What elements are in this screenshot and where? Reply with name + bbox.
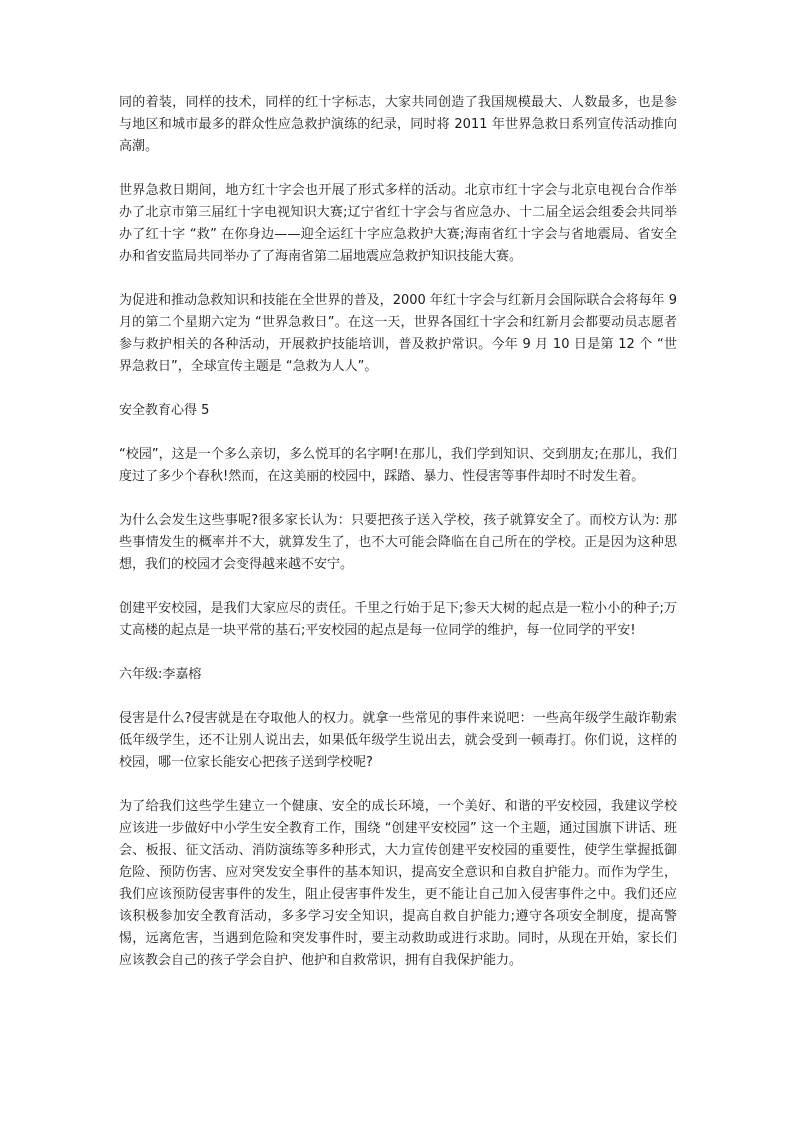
paragraph: 为了给我们这些学生建立一个健康、安全的成长环境，一个美好、和谐的平安校园，我建议学校应该进一步做好中小学生安全教育工作，围绕 “创建平安校园” 这一个主题，通过国旗下讲话、班会、板报、征文活动、消防演练等多种形式，大力宣传创建平安校园的重要性，使学生掌握抵御危险、预防伤害、应对突发安全事件的基本知识，提高安全意识和自救自护能力。而作为学生，我们应该预防侵害事件的发生，阻止侵害事件发生，更不能让自己加入侵害事件之中。我们还应该积极参加安全教育活动，多多学习安全知识，提高自救自护能力;遵守各项安全制度，提高警惕，远离危害，当遇到危险和突发事件时，要主动救助或进行求助。同时，从现在开始，家长们应该教会自己的孩子学会自护、他护和自救常识，拥有自我保护能力。 [119,799,677,968]
paragraph: 创建平安校园，是我们大家应尽的责任。千里之行始于足下;参天大树的起点是一粒小小的种子;万丈高楼的起点是一块平常的基石;平安校园的起点是每一位同学的维护，每一位同学的平安! [119,601,677,638]
section-heading: 安全教育心得 5 [119,403,210,418]
paragraph: “校园”，这是一个多么亲切，多么悦耳的名字啊!在那儿，我们学到知识、交到朋友;在那儿，我们度过了多少个春秋!然而，在这美丽的校园中，踩踏、暴力、性侵害等事件却时不时发生着。 [119,447,677,484]
paragraph: 为什么会发生这些事呢?很多家长认为：只要把孩子送入学校，孩子就算安全了。而校方认为: 那些事情发生的概率并不大，就算发生了，也不大可能会降临在自己所在的学校。正是因为这种思想，我们的校园才会变得越来越不安宁。 [119,513,677,572]
paragraph: 侵害是什么?侵害就是在夺取他人的权力。就拿一些常见的事件来说吧：一些高年级学生敲诈勒索低年级学生，还不让别人说出去，如果低年级学生说出去，就会受到一顿毒打。你们说，这样的校园，哪一位家长能安心把孩子送到学校呢? [119,711,677,770]
paragraph: 为促进和推动急救知识和技能在全世界的普及，2000 年红十字会与红新月会国际联合会将每年 9 月的第二个星期六定为 “世界急救日”。在这一天，世界各国红十字会和红新月会都要动员志愿者参与救护相关的各种活动，开展救护技能培训，普及救护常识。今年 9 月 10 日是第 12 个 “世界急救日”，全球宣传主题是 “急救为人人”。 [119,293,677,374]
paragraph: 世界急救日期间，地方红十字会也开展了形式多样的活动。北京市红十字会与北京电视台合作举办了北京市第三届红十字电视知识大赛;辽宁省红十字会与省应急办、十二届全运会组委会共同举办了红十字 “救” 在你身边——迎全运红十字应急救护大赛;海南省红十字会与省地震局、省安全办和省安监局共同举办了了海南省第二届地震应急救护知识技能大赛。 [119,183,677,264]
paragraph: 同的着装，同样的技术，同样的红十字标志，大家共同创造了我国规模最大、人数最多，也是参与地区和城市最多的群众性应急救护演练的纪录，同时将 2011 年世界急救日系列宣传活动推向高潮。 [119,95,677,154]
author-line: 六年级:李嘉榕 [119,667,202,682]
document-body [119,92,677,994]
